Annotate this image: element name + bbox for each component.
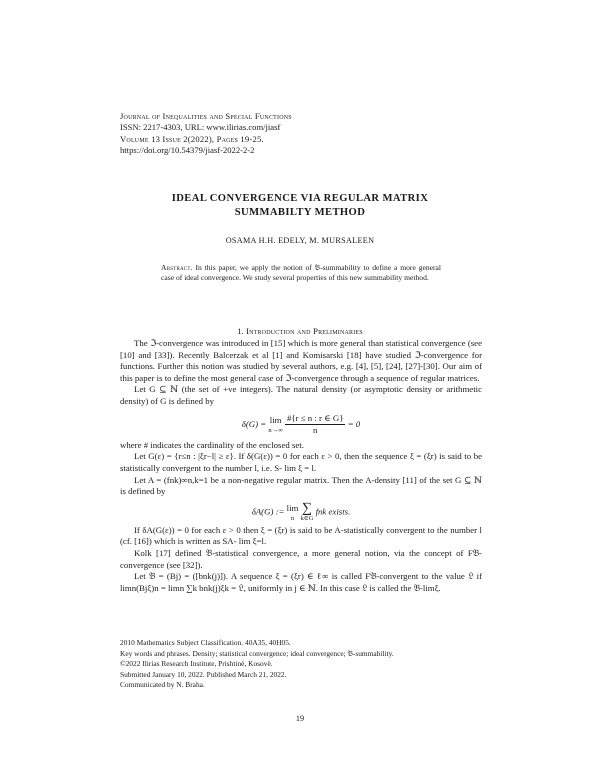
paper-authors: OSAMA H.H. EDELY, M. MURSALEEN	[225, 236, 375, 245]
paragraph-7: Kolk [17] defined 𝔅-statistical convergence, a more general notion, via the concept of F𝔅-convergence (see [32]).	[120, 547, 482, 570]
footnote-dates: Submitted January 10, 2022. Published March 21, 2022.	[120, 669, 287, 679]
eq1-lim: lim	[269, 415, 282, 426]
eq2-sum-sign: ∑	[302, 500, 312, 516]
eq2-limit	[287, 503, 299, 522]
eq1-rhs: = 0	[347, 418, 361, 429]
body-text	[120, 338, 482, 594]
section-title: Introduction and Preliminaries	[245, 326, 363, 336]
paragraph-5: Let A = (fnk)∞n,k=1 be a non-negative regular matrix. Then the A-density [11] of the set G ⊆ ℕ is defined by	[120, 474, 482, 497]
eq2-sum-sub: k∈G	[300, 514, 314, 522]
eq2-lim-sub: n	[290, 514, 295, 522]
section-number: 1.	[237, 326, 244, 336]
journal-header	[120, 111, 292, 157]
eq2-sum	[300, 500, 314, 522]
journal-issn: ISSN: 2217-4303, URL: www.ilirias.com/jiasf	[120, 122, 281, 133]
eq2-lim: lim	[286, 502, 299, 513]
journal-name: Journal of Inequalities and Special Functions	[120, 111, 292, 121]
eq2-lhs: δA(G) :=	[251, 506, 285, 517]
paragraph-8: Let 𝔅 = (Bj) = ([bnk(j)]). A sequence ξ = (ξr) ∈ ℓ∞ is called F𝔅-convergent to the value 𝔏 if limn(Bjξ)n = limn ∑k bnk(j)ξk = 𝔏, uniformly in j ∈ ℕ. In this case 𝔏 is called the 𝔅-limξ.	[120, 571, 482, 593]
eq1-lim-sub: n→∞	[268, 426, 283, 434]
footnote-copyright: ©2022 Ilirias Research Institute, Prishtinë, Kosovë.	[120, 659, 273, 668]
page-number: 19	[295, 714, 305, 723]
equation-density	[120, 413, 482, 437]
footnote-msc: 2010 Mathematics Subject Classification. 40A35, 40H05.	[120, 638, 291, 647]
footnotes	[120, 638, 490, 691]
title-line-2: SUMMABILTY METHOD	[234, 207, 366, 218]
paragraph-6: If δA(G(ε)) = 0 for each ε > 0 then ξ = (ξr) is said to be A-statistically convergent to the number l (cf. [16]) which is written as SA- lim ξ=l.	[120, 524, 482, 547]
eq2-rhs: fnk exists.	[315, 506, 351, 517]
paper-title	[0, 192, 600, 220]
section-heading	[0, 326, 600, 336]
eq1-denominator: n	[313, 425, 318, 436]
abstract-label: Abstract.	[161, 263, 193, 272]
paragraph-3: where # indicates the cardinality of the enclosed set.	[120, 439, 304, 450]
paragraph-4: Let G(ε) = {r≤n : |ξr−l| ≥ ε}. If δ(G(ε)) = 0 for each ε > 0, then the sequence ξ = (ξr) is said to be statistically convergent to the number l, i.e. S- lim ξ = l.	[120, 451, 482, 473]
eq1-lhs: δ(G) =	[241, 418, 267, 429]
title-line-1: IDEAL CONVERGENCE VIA REGULAR MATRIX	[171, 193, 429, 204]
eq1-numerator: #{r ≤ n : r ∈ G}	[285, 413, 345, 426]
eq1-fraction	[285, 413, 345, 437]
journal-volume: Volume 13 Issue 2(2022), Pages 19-25.	[120, 133, 264, 144]
equation-a-density	[120, 500, 482, 522]
eq1-limit	[268, 415, 282, 434]
paragraph-1: The ℑ-convergence was introduced in [15] which is more general than statistical convergence (see [10] and [33]). Recently Balcerzak et al [1] and Komisarski [18] have studied ℑ-convergence for functions. Further this notion was studied by several authors, e.g. [4], [5], [24], [27]-[30]. Our aim of this paper is to define the most general case of ℑ-convergence through a sequence of regular matrices.	[120, 338, 482, 383]
footnote-keywords: Key words and phrases. Density; statistical convergence; ideal convergence; 𝔅-summability.	[120, 648, 394, 658]
abstract-text: In this paper, we apply the notion of 𝔅-summability to define a more general case of ideal convergence. We study several properties of this new summability method.	[161, 263, 441, 283]
abstract	[161, 263, 441, 283]
footnote-communicated: Communicated by N. Braha.	[120, 680, 205, 689]
journal-doi[interactable]: https://doi.org/10.54379/jiasf-2022-2-2	[120, 145, 255, 156]
paragraph-2: Let G ⊆ ℕ (the set of +ve integers). The natural density (or asymptotic density or arithmetic density) of G is defined by	[120, 384, 482, 406]
